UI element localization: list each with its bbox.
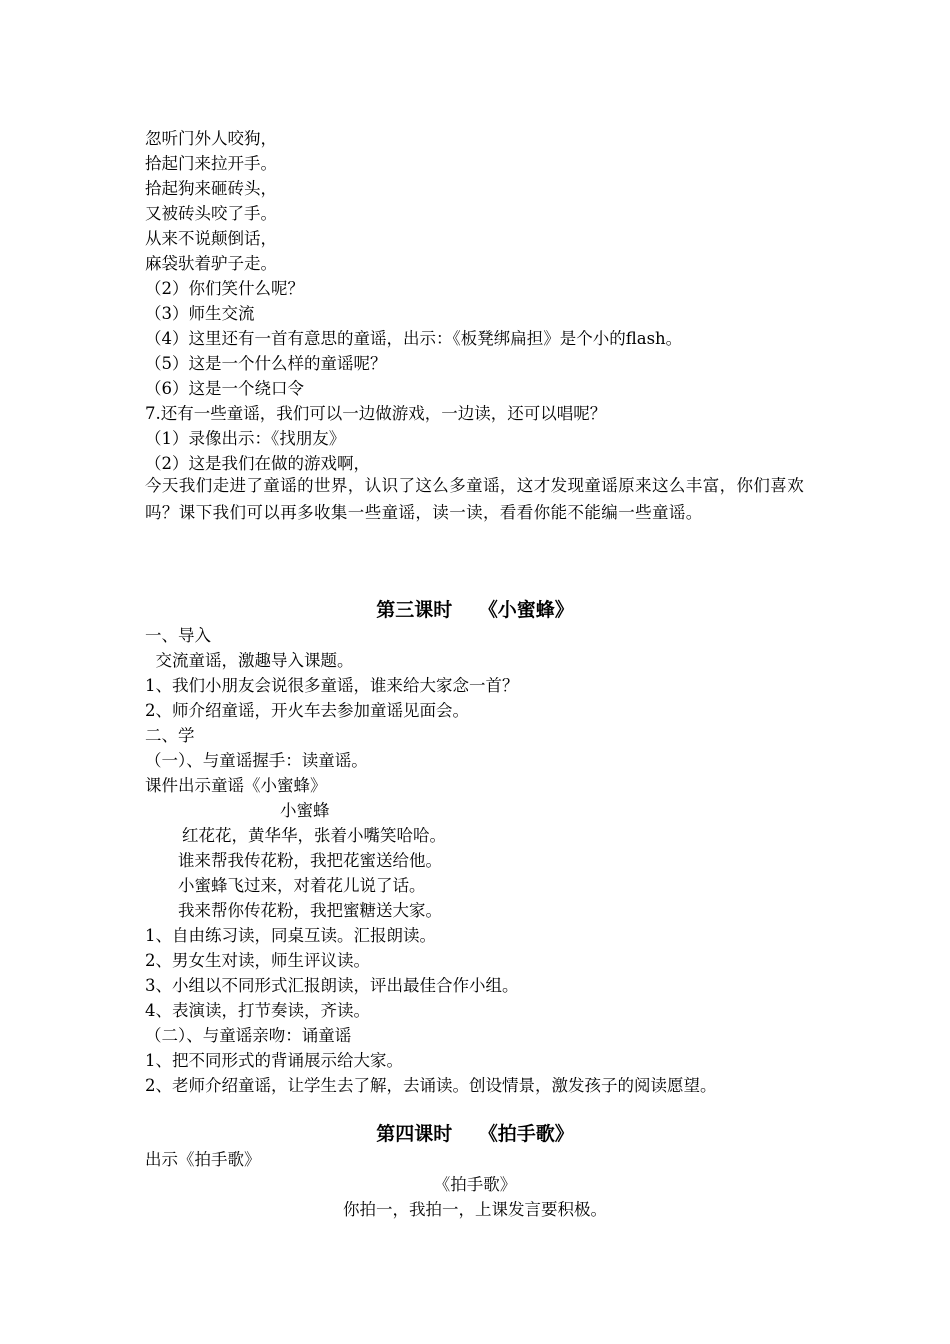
summary-paragraph: 今天我们走进了童谣的世界，认识了这么多童谣，这才发现童谣原来这么丰富，你们喜欢吗？课下我们可以再多收集一些童谣，读一读，看看你能不能编一些童谣。 [145,476,805,522]
poem-line: 我来帮你传花粉，我把蜜糖送大家。 [178,901,442,920]
step-line: （2）这是我们在做的游戏啊， [145,454,370,473]
lesson3-intro-line: 交流童谣，激趣导入课题。 [145,651,354,670]
step-line: （3）师生交流 [145,304,255,323]
rhyme-line: 拾起狗来砸砖头， [145,179,277,198]
poem-line: 小蜜蜂飞过来，对着花儿说了话。 [178,876,426,895]
lesson4-poem-line: 你拍一，我拍一，上课发言要积极。 [343,1200,607,1219]
rhyme-line: 拾起门来拉开手。 [145,154,277,173]
step-line: （6）这是一个绕口令 [145,379,304,398]
activity-line: （二）、与童谣亲吻：诵童谣 [145,1026,352,1045]
step-line: （4）这里还有一首有意思的童谣，出示：《板凳绑扁担》是个小的flash。 [145,329,683,348]
step-line: （1）录像出示：《找朋友》 [145,429,346,448]
rhyme-line: 麻袋驮着驴子走。 [145,254,277,273]
step-line: 7.还有一些童谣，我们可以一边做游戏，一边读，还可以唱呢？ [145,404,607,423]
activity-line: 3、小组以不同形式汇报朗读，评出最佳合作小组。 [145,976,519,995]
poem-line: 红花花，黄华华，张着小嘴笑哈哈。 [182,826,446,845]
lesson3-intro-line: 一、导入 [145,626,211,645]
activity-line: 2、男女生对读，师生评议读。 [145,951,370,970]
lesson3-heading: 第三课时 《小蜜蜂》 [376,599,574,621]
lesson3-intro-line: 1、我们小朋友会说很多童谣，谁来给大家念一首？ [145,676,519,695]
activity-line: 4、表演读，打节奏读，齐读。 [145,1001,370,1020]
activity-line: 1、自由练习读，同桌互读。汇报朗读。 [145,926,436,945]
lesson4-show-line: 出示《拍手歌》 [145,1150,261,1169]
rhyme-line: 又被砖头咬了手。 [145,204,277,223]
lesson3-intro-line: （一）、与童谣握手：读童谣。 [145,751,368,770]
lesson3-intro-line: 课件出示童谣《小蜜蜂》 [145,776,327,795]
rhyme-line: 忽听门外人咬狗， [145,129,277,148]
poem-line: 谁来帮我传花粉，我把花蜜送给他。 [178,851,442,870]
step-line: （2）你们笑什么呢？ [145,279,304,298]
lesson3-intro-line: 2、师介绍童谣，开火车去参加童谣见面会。 [145,701,469,720]
lesson4-heading: 第四课时 《拍手歌》 [376,1123,574,1145]
rhyme-line: 从来不说颠倒话， [145,229,277,248]
activity-line: 2、老师介绍童谣，让学生去了解，去诵读。创设情景，激发孩子的阅读愿望。 [145,1076,717,1095]
poem-title: 小蜜蜂 [280,801,330,820]
lesson3-intro-line: 二、学 [145,726,195,745]
step-line: （5）这是一个什么样的童谣呢？ [145,354,387,373]
lesson4-poem-title: 《拍手歌》 [433,1175,517,1194]
activity-line: 1、把不同形式的背诵展示给大家。 [145,1051,403,1070]
